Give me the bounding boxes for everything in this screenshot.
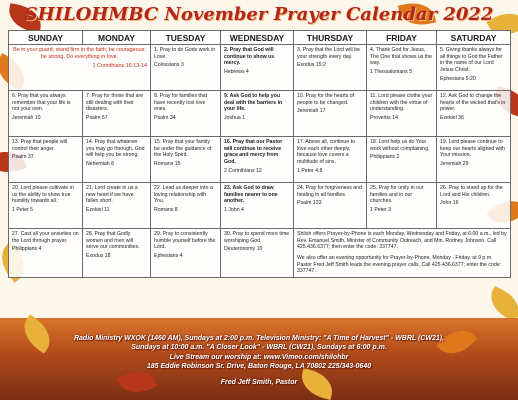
scripture-ref: Deuteronomy 10	[224, 246, 263, 253]
weekday-header: FRIDAY	[367, 31, 437, 45]
prayer-text: 30. Pray to spend more time worshiping God.	[224, 231, 290, 244]
day-cell	[9, 229, 83, 278]
scripture-ref: Philippians 4	[12, 246, 42, 253]
prayer-text: 16. Pray that our Pastor will continue to receive grace and mercy from God.	[224, 139, 283, 165]
prayer-text: 27. Cast all your anxieties on the Lord through prayer.	[12, 231, 79, 244]
theme-verse-text: Be in your guard; stand firm in the faith; be courageous; be strong. Do everything in love.	[13, 47, 146, 61]
scripture-ref: Proverbs 14	[370, 114, 398, 121]
pastor-name: Fred Jeff Smith, Pastor	[220, 378, 298, 386]
prayer-text: 9. Ask God to help you deal with the barriers in your life.	[224, 93, 283, 113]
scripture-ref: Ezekiel 11	[86, 206, 110, 213]
day-cell	[9, 91, 83, 137]
weekday-header-row	[9, 31, 511, 45]
prayer-text: 13. Pray that people will control their anger.	[12, 139, 68, 152]
scripture-ref: Psalm 57	[86, 114, 108, 121]
day-cell	[294, 45, 367, 91]
prayer-text: 26. Pray to stand up for the Lord and His children.	[440, 185, 503, 198]
scripture-ref: 1 Thessalonians 5	[370, 68, 413, 75]
day-cell	[151, 229, 221, 278]
scripture-ref: Joshua 1	[224, 114, 246, 121]
day-cell	[9, 183, 83, 229]
day-cell	[221, 45, 294, 91]
scripture-ref: Ezekiel 36	[440, 114, 464, 121]
scripture-ref: Hebrews 4	[224, 68, 249, 75]
weekday-header: WEDNESDAY	[221, 31, 294, 45]
day-cell	[367, 45, 437, 91]
day-cell	[151, 183, 221, 229]
day-cell	[221, 137, 294, 183]
prayer-text: 22. Lead us deeper into a loving relationship with You.	[154, 185, 213, 205]
scripture-ref: Philippians 2	[370, 154, 400, 161]
calendar-title: SHILOHMBC November Prayer Calendar 2022	[24, 4, 494, 25]
day-cell	[151, 91, 221, 137]
prayer-text: 18. Lord help us do Your work without complaining.	[370, 139, 430, 152]
prayer-text: 1. Pray to do Gods work in Love.	[154, 47, 216, 60]
scripture-ref: Jeremiah 10	[12, 114, 41, 121]
scripture-ref: 1 Peter 3	[370, 206, 392, 213]
scripture-ref: Psalm 37	[12, 154, 34, 161]
prayer-text: 10. Pray for the hearts of people to be changed.	[297, 93, 355, 106]
scripture-ref: Exodus 15:2	[297, 62, 326, 69]
theme-verse-cell	[9, 45, 151, 91]
day-cell	[83, 137, 151, 183]
prayer-text: 24. Pray for forgiveness and healing in all families.	[297, 185, 362, 198]
calendar-grid	[8, 30, 511, 278]
live-stream-line: Live Stream our worship at: www.Vimeo.com/shilohbr	[169, 353, 349, 361]
leaf-decoration	[485, 286, 518, 322]
day-cell	[437, 137, 511, 183]
prayer-text: 29. Pray to consistently humble yourself before the Lord.	[154, 231, 216, 251]
prayer-text: 15. Pray that your family be under the guidance of the Holy Spirit.	[154, 139, 212, 159]
day-cell	[367, 137, 437, 183]
day-cell	[221, 229, 294, 278]
day-cell	[151, 45, 221, 91]
prayer-by-phone-morning: Shiloh offers Prayer-by-Phone is each Monday, Wednesday and Friday, at 6:00 a.m., led by Rev. Emanuel Smith, Minister of Community Outreach, and Min. Rodney Johnson. Call 425.436.6377; then enter the code: 337747.	[297, 231, 507, 251]
broadcast-schedule-line: Sundays at 10:00 a.m. "A Closer Look" - WBRL (CW21), Sundays at 6:00 p.m.	[131, 344, 387, 352]
scripture-ref: Exodus 18	[86, 252, 111, 259]
weekday-header: THURSDAY	[294, 31, 367, 45]
day-cell	[9, 137, 83, 183]
scripture-ref: 2 Corinthians 12	[224, 167, 262, 174]
prayer-text: 14. Pray that whatever you may go through, God will help you be strong.	[86, 139, 145, 159]
day-cell	[83, 183, 151, 229]
day-cell	[437, 45, 511, 91]
day-cell	[221, 91, 294, 137]
day-cell	[294, 183, 367, 229]
prayer-text: 5. Giving thanks always for all things to God the Father in the name of our Lord Jesus Christ.	[440, 47, 503, 73]
scripture-ref: 1 Peter 5	[12, 206, 34, 213]
scripture-ref: Jeremiah 17	[297, 108, 326, 115]
calendar-week-row	[9, 45, 511, 91]
scripture-ref: John 16	[440, 200, 459, 207]
scripture-ref: 1 John 4	[224, 206, 244, 213]
scripture-ref: Nehemiah 8	[86, 160, 114, 167]
prayer-text: 8. Pray for families that have recently lost love ones.	[154, 93, 208, 113]
prayer-text: 23. Ask God to draw families nearer to one another.	[224, 185, 278, 205]
scripture-ref: Romans 15	[154, 160, 181, 167]
prayer-text: 25. Pray for unity in our families and in our churches.	[370, 185, 424, 205]
prayer-by-phone-evening: We also offer an evening opportunity for Prayer-by-Phone, Monday - Friday, at 9 p.m. Pastor Fred Jeff Smith leads the evening prayer calls. Call 425.436.6377; enter the code: 337747.	[297, 254, 502, 275]
calendar-week-row	[9, 229, 511, 278]
prayer-text: 21. Lord create in us a new heart if we have fallen short.	[86, 185, 138, 205]
weekday-header: MONDAY	[83, 31, 151, 45]
prayer-text: 11. Lord please clothe your children with the virtue of understanding.	[370, 93, 433, 113]
prayer-text: 2. Pray that God will continue to show us mercy.	[224, 47, 275, 67]
scripture-ref: Ephesians 5:20	[440, 75, 476, 82]
day-cell	[437, 183, 511, 229]
calendar-week-row	[9, 183, 511, 229]
scripture-ref: Psalm 133	[297, 200, 322, 207]
day-cell	[294, 91, 367, 137]
church-footer	[0, 334, 518, 387]
scripture-ref: Ephesians 4	[154, 252, 183, 259]
prayer-text: 28. Pray that Godly women and men will serve our communities.	[86, 231, 140, 251]
prayer-text: 7. Pray for those that are still dealing with their disasters.	[86, 93, 144, 113]
day-cell	[367, 183, 437, 229]
prayer-by-phone-info	[294, 229, 511, 278]
broadcast-schedule-line: Radio Ministry WXOK (1460 AM), Sundays at 2:00 p.m. Television Ministry: "A Time of Harvest" - WBRL (CW21),	[73, 335, 445, 342]
day-cell	[83, 91, 151, 137]
scripture-ref: Colossians 3	[154, 62, 184, 69]
church-address: 185 Eddie Robinson Sr. Drive, Baton Rouge, LA 70802 225/343-0640	[146, 363, 372, 371]
prayer-text: 12. Ask God to change the hearts of the wicked that's in power.	[440, 93, 506, 113]
day-cell	[294, 137, 367, 183]
theme-verse-ref: 1 Corinthians 16:13-14	[92, 62, 147, 69]
day-cell	[151, 137, 221, 183]
prayer-text: 3. Pray that the Lord will be your strength every day.	[297, 47, 360, 60]
day-cell	[437, 91, 511, 137]
weekday-header: SATURDAY	[437, 31, 511, 45]
prayer-text: 20. Lord please cultivate in us the ability to show true humility towards all.	[12, 185, 74, 205]
day-cell	[367, 91, 437, 137]
day-cell	[221, 183, 294, 229]
weekday-header: SUNDAY	[9, 31, 83, 45]
scripture-ref: Psalm 34	[154, 114, 176, 121]
weekday-header: TUESDAY	[151, 31, 221, 45]
scripture-ref: Jeremiah 29	[440, 160, 469, 167]
prayer-text: 6. Pray that you always remember that your life is not your own.	[12, 93, 71, 113]
calendar-week-row	[9, 137, 511, 183]
scripture-ref: Romans 8	[154, 206, 178, 213]
prayer-text: 17. Above all, continue to love each other deeply, because love covers a multitude of sins.	[297, 139, 355, 165]
prayer-text: 4. Thank God for Jesus, The One that shows us the way.	[370, 47, 432, 67]
day-cell	[83, 229, 151, 278]
prayer-text: 19. Lord please continue to keep our hearts aligned with Your mission.	[440, 139, 505, 159]
calendar-week-row	[9, 91, 511, 137]
scripture-ref: 1 Peter 4:8	[297, 167, 323, 174]
